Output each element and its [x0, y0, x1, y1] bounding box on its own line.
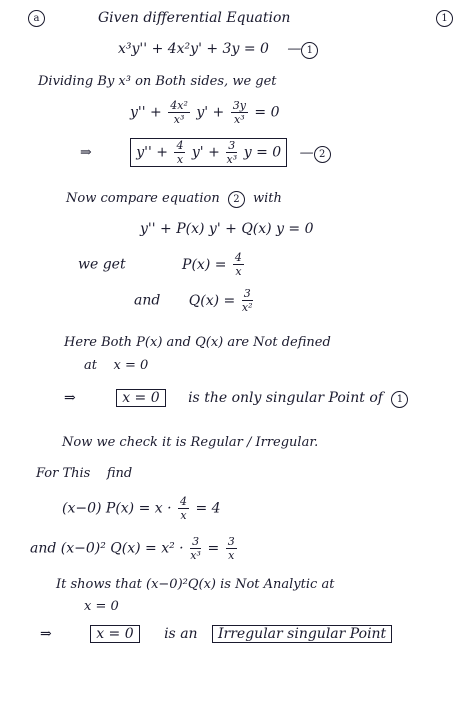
divided-equation: y'' + $\frac{\text{4x²}}{\text{x³}}$ y' + $\frac{3y}{\text{x³}}$ = 0	[130, 99, 280, 126]
dividing-text: Dividing By x³ on Both sides, we get	[38, 74, 277, 89]
px-line: we get P(x) = $\frac{4}{x}$	[78, 251, 242, 278]
check-text: Now we check it is Regular / Irregular.	[62, 435, 319, 450]
shows-point: x = 0	[84, 599, 119, 614]
not-defined-text: Here Both P(x) and Q(x) are Not defined	[64, 335, 331, 350]
standard-form: y'' + P(x) y' + Q(x) y = 0	[140, 221, 314, 237]
question-number: 1	[436, 10, 453, 27]
qx-line: and Q(x) = $\frac{3}{\text{x²}}$	[134, 287, 253, 314]
px-calc: (x−0) P(x) = x · $\frac{4}{x}$ = 4	[62, 495, 221, 522]
compare-text: Now compare equation 2 with	[66, 191, 282, 206]
singular-point-line: ⇒ x = 0 is the only singular Point of 1	[64, 389, 408, 408]
shows-text: It shows that (x−0)²Q(x) is Not Analytic at	[56, 577, 335, 592]
page-title: Given differential Equation	[98, 10, 291, 26]
for-this-text: For This find	[36, 466, 133, 481]
conclusion-line: ⇒ x = 0 is an Irregular singular Point	[40, 625, 392, 643]
not-defined-point: at x = 0	[84, 358, 149, 373]
equation-1: x³y'' + 4x²y' + 3y = 0 — 1	[118, 42, 318, 59]
part-marker: a	[28, 10, 45, 27]
equation-2: ⇒ y'' + $\frac{4}{x}$ y' + $\frac{3}{\text{x³}}$ y = 0 — 2	[80, 138, 331, 167]
qx-calc: and (x−0)² Q(x) = x² · $\frac{3}{\text{x³}}$ = $\frac{3}{x}$	[30, 535, 235, 562]
